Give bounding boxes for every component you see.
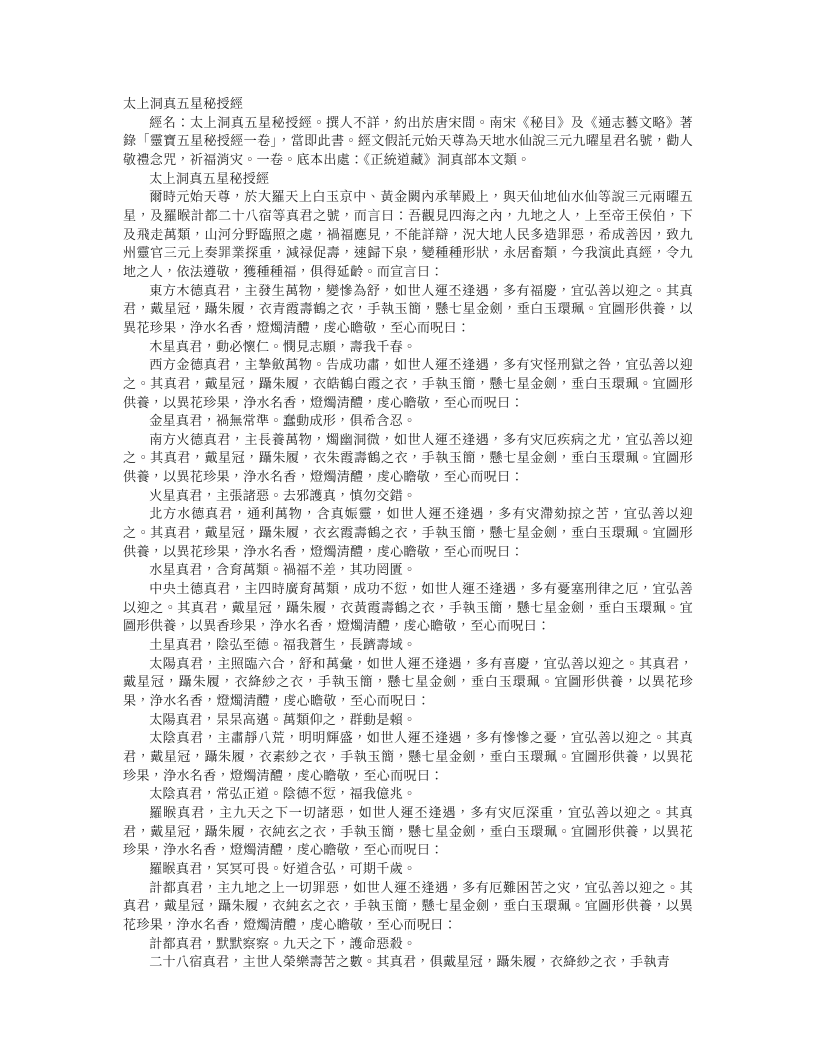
paragraph-opening: 爾時元始天尊，於大羅天上白玉京中、黃金闕內承華殿上，與天仙地仙水仙等說三元兩曜五星，及羅睺計都二十八宿等真君之號，而言曰：吾觀見四海之內，九地之人，上至帝王侯伯，下及飛走萬類，山河分野臨照之處，禍福應見，不能詳辯，況大地人民多造罪惡，希成善因，致九州靈官三元上奏罪業探重，減禄促壽，速歸下泉，變種種形狀，永居畜類，今我演此真經，令九地之人，依法遵敬，獲種種福，俱得延齡。而宣言曰： <box>123 190 693 280</box>
paragraph-sun: 太陽真君，主照臨六合，舒和萬彙，如世人運丕逢遇，多有喜慶，宜弘善以迎之。其真君，戴星冠，躡朱履，衣絳紗之衣，手執玉簡，懸七星金劍，垂白玉環珮。宜圖形供養，以異花珍果，浄水名香，燈燭清醴，虔心瞻敬，至心而呪曰： <box>123 656 693 709</box>
paragraph-west-metal: 西方金德真君，主摯斂萬物。告成功肅，如世人運丕逢遇，多有灾怪刑獄之咎，宜弘善以迎之。其真君，戴星冠，躡朱履，衣皓鶴白霞之衣，手執玉簡，懸七星金劍，垂白玉環珮。宜圖形供養，以異花珍果，浄水名香，燈燭清醴，虔心瞻敬，至心而呪曰： <box>123 358 693 411</box>
paragraph-moon-mantra: 太陰真君，常弘正道。陰德不愆，福我億兆。 <box>149 787 417 803</box>
paragraph-center-earth: 中央土德真君，主四時廣育萬類，成功不愆，如世人運丕逢遇，多有憂塞刑律之厄，宜弘善以迎之。其真君，戴星冠，躡朱履，衣黃霞壽鶴之衣，手執玉簡，懸七星金劍，垂白玉環珮。宜圖形供養，以異香珍果，浄水名香，燈燭清醴，虔心瞻敬，至心而呪曰： <box>123 582 693 635</box>
paragraph-north-water: 北方水德真君，通利萬物，含真娠靈，如世人運丕逢遇，多有灾滯劾掠之苦，宜弘善以迎之。其真君，戴星冠，躡朱履，衣玄霞壽鶴之衣，手執玉簡，懸七星金劍，垂白玉環珮。宜圖形供養，以異花珍果，浄水名香，燈燭清醴，虔心瞻敬，至心而呪曰： <box>123 507 693 560</box>
document-text-body <box>123 96 693 973</box>
paragraph-wood-mantra: 木星真君，動必懷仁。憫見志願，壽我千春。 <box>149 339 417 355</box>
page-title: 太上洞真五星秘授經 <box>123 97 244 112</box>
paragraph-sun-mantra: 太陽真君，杲杲高邁。萬類仰之，群動是賴。 <box>149 712 417 728</box>
paragraph-ketu: 計都真君，主九地之上一切罪惡，如世人運丕逢遇，多有厄難困苦之灾，宜弘善以迎之。其真君，戴星冠，躡朱履，衣純玄之衣，手執玉簡，懸七星金劍，垂白玉環珮。宜圖形供養，以異花珍果，浄水名香，燈燭清醴，虔心瞻敬，至心而呪曰： <box>123 880 693 933</box>
paragraph-metal-mantra: 金星真君，禍無常準。蠢動成形，俱希含忍。 <box>149 414 417 430</box>
paragraph-south-fire: 南方火德真君，主長養萬物，燭幽洞微，如世人運丕逢遇，多有灾厄疾病之尤，宜弘善以迎之。其真君，戴星冠，躡朱履，衣朱霞壽鶴之衣，手執玉簡，懸七星金劍，垂白玉環珮。宜圖形供養，以異花珍果，浄水名香，燈燭清醴，虔心瞻敬，至心而呪曰： <box>123 432 693 486</box>
paragraph-east-wood: 東方木德真君，主發生萬物，變慘為舒，如世人運丕逢遇，多有福慶，宜弘善以迎之。其真君，戴星冠，躡朱履，衣青霞壽鶴之衣，手執玉簡，懸七星金劍，垂白玉環珮。宜圖形供養，以異花珍果，浄水名香，燈燭清醴，虔心瞻敬，至心而呪曰： <box>123 283 693 336</box>
paragraph-ketu-mantra: 計都真君，默默察察。九天之下，護命惡殺。 <box>149 936 417 952</box>
paragraph-fire-mantra: 火星真君，主張諸惡。去邪護真，慎勿交錯。 <box>149 488 417 504</box>
paragraph-rahu: 羅睺真君，主九天之下一切諸惡，如世人運丕逢遇，多有灾厄深重，宜弘善以迎之。其真君，戴星冠，躡朱履，衣純玄之衣，手執玉簡，懸七星金劍，垂白玉環珮。宜圖形供養，以異花珍果，浄水名香，燈燭清醴，虔心瞻敬，至心而呪曰： <box>123 805 693 859</box>
paragraph-sutra-title: 太上洞真五星秘授經 <box>149 171 270 187</box>
paragraph-rahu-mantra: 羅睺真君，冥冥可畏。好道含弘，可期千歲。 <box>149 861 417 877</box>
paragraph-twentyeight-mansions: 二十八宿真君，主世人榮樂壽苦之數。其真君，俱戴星冠，躡朱履，衣絳紗之衣，手執青 <box>149 955 671 971</box>
paragraph-moon: 太陰真君，主肅靜八荒，明明輝盛，如世人運丕逢遇，多有慘慘之憂，宜弘善以迎之。其真君，戴星冠，躡朱履，衣素紗之衣，手執玉簡，懸七星金劍，垂白玉環珮。宜圖形供養，以異花珍果，浄水名香，燈燭清醴，虔心瞻敬，至心而呪曰： <box>123 731 693 784</box>
paragraph-water-mantra: 水星真君，含育萬類。禍福不差，其功罔匱。 <box>149 563 417 579</box>
paragraph-earth-mantra: 土星真君，陰弘至德。福我蒼生，長躋壽域。 <box>149 638 417 654</box>
paragraph-colophon: 經名：太上洞真五星秘授經。撰人不詳，約出於唐宋間。南宋《秘目》及《通志藝文略》著錄「靈寶五星秘授經一卷」，當即此書。經文假託元始天尊為天地水仙說三元九曜星君名號，勸人敬禮念咒，祈福消灾。一卷。底本出處：《正統道藏》洞真部本文類。 <box>123 115 693 168</box>
